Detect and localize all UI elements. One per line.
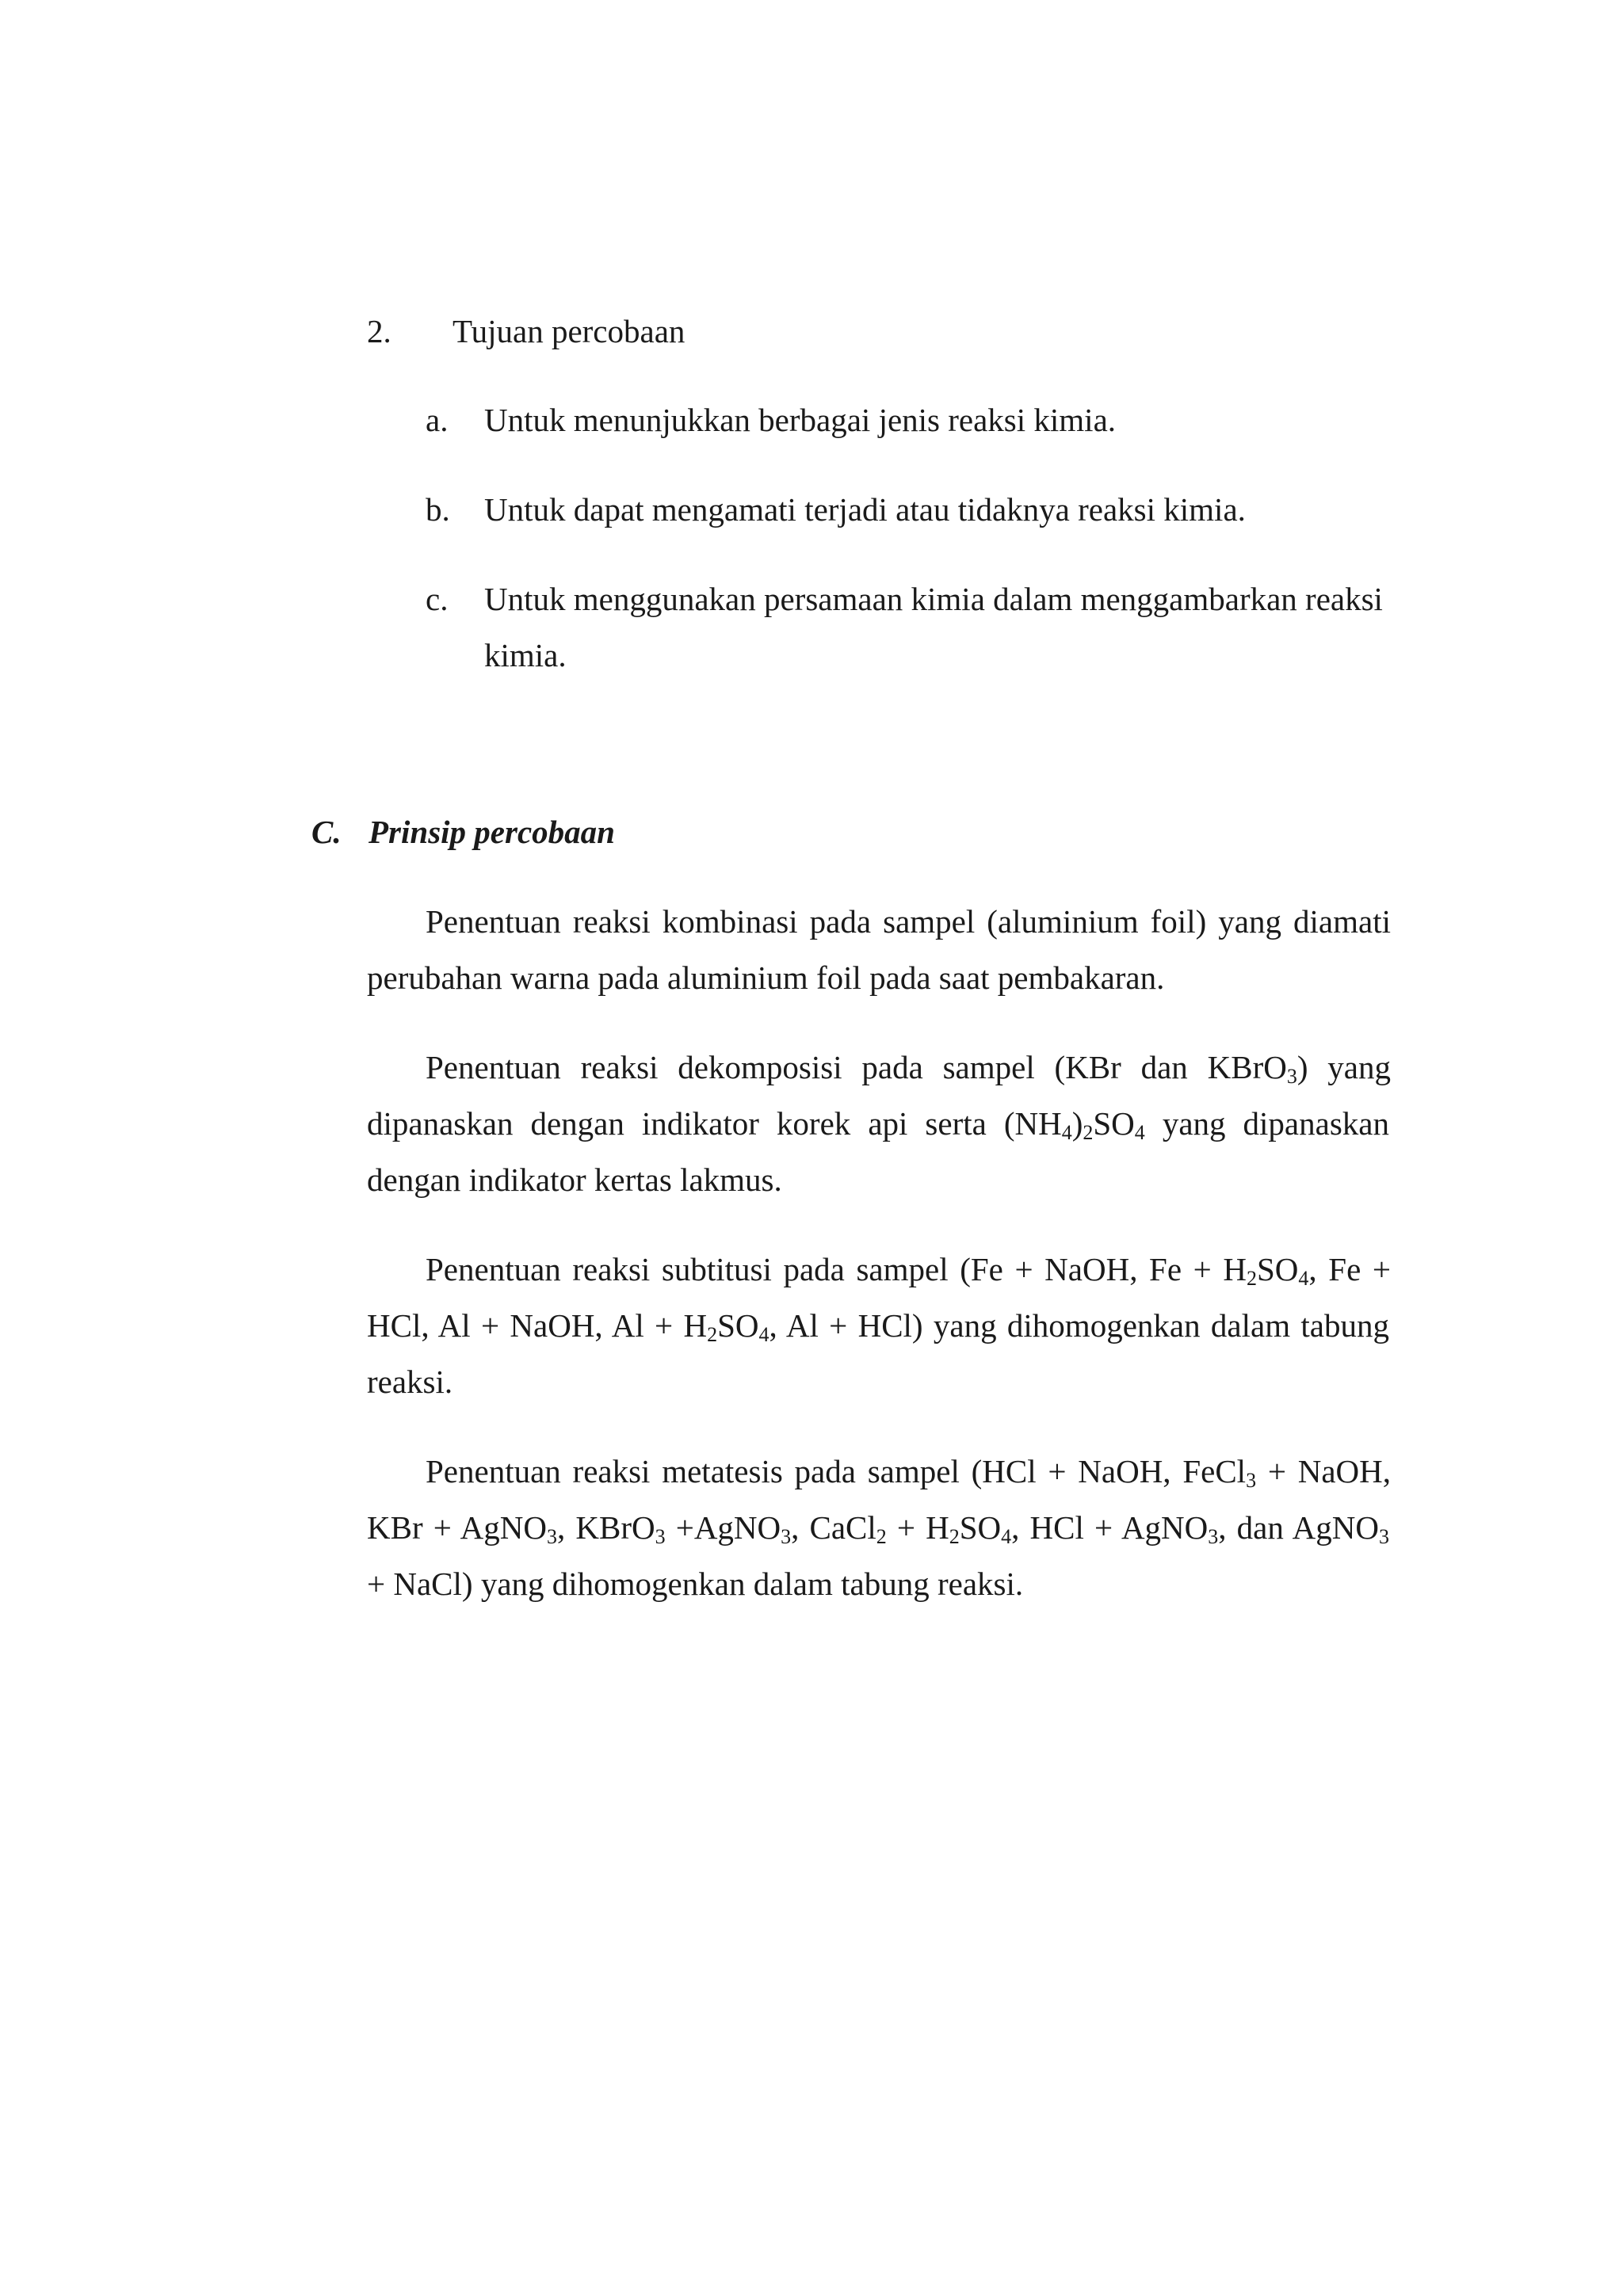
paragraph-4-line2: KBr + AgNO$_3$, KBrO$_3$ +AgNO$_3$, CaCl$_2$ + $H_2SO_4$, HCl + AgNO$_3$, dan AgNO$_3$ (367, 1509, 1390, 1548)
paragraph-3-line3: reaksi. (367, 1363, 453, 1400)
objective-title: Tujuan percobaan (453, 313, 685, 349)
paragraph-1-line2: perubahan warna pada aluminium foil pada saat pembakaran. (367, 959, 1165, 996)
item-c-marker: c. (426, 581, 449, 617)
section-c-title: Prinsip percobaan (369, 814, 615, 850)
paragraph-2-line3: dengan indikator kertas lakmus. (367, 1161, 782, 1198)
item-c-text-line1: Untuk menggunakan persamaan kimia dalam menggambarkan reaksi (484, 581, 1383, 617)
paragraph-3-line2: HCl, Al + NaOH, $Al + H_2SO_4$, Al + HCl) yang dihomogenkan dalam tabung (367, 1307, 1389, 1346)
paragraph-2-line2: dipanaskan dengan indikator korek api serta $(NH_4)_2SO_4$ yang dipanaskan (367, 1105, 1389, 1144)
paragraph-3-line1: Penentuan reaksi subtitusi pada sampel (Fe + NaOH, $Fe + H_2SO_4$, Fe + (426, 1251, 1392, 1290)
paragraph-1-line1: Penentuan reaksi kombinasi pada sampel (aluminium foil) yang diamati (426, 903, 1391, 940)
paragraph-2-line1: Penentuan reaksi dekomposisi pada sampel (KBr dan KBrO$_3$) yang (426, 1049, 1392, 1088)
item-a-text: Untuk menunjukkan berbagai jenis reaksi kimia. (484, 402, 1117, 438)
item-c-text-line2: kimia. (484, 637, 567, 673)
paragraph-4-line1: Penentuan reaksi metatesis pada sampel (HCl + NaOH, FeCl$_3$ + NaOH, (426, 1453, 1391, 1492)
paragraph-4-line3: + NaCl) yang dihomogenkan dalam tabung reaksi. (367, 1566, 1024, 1602)
objective-number: 2. (367, 313, 391, 349)
item-b-marker: b. (426, 491, 450, 528)
item-b-text: Untuk dapat mengamati terjadi atau tidaknya reaksi kimia. (484, 491, 1246, 528)
section-c-marker: C. (311, 814, 342, 850)
item-a-marker: a. (426, 402, 449, 438)
